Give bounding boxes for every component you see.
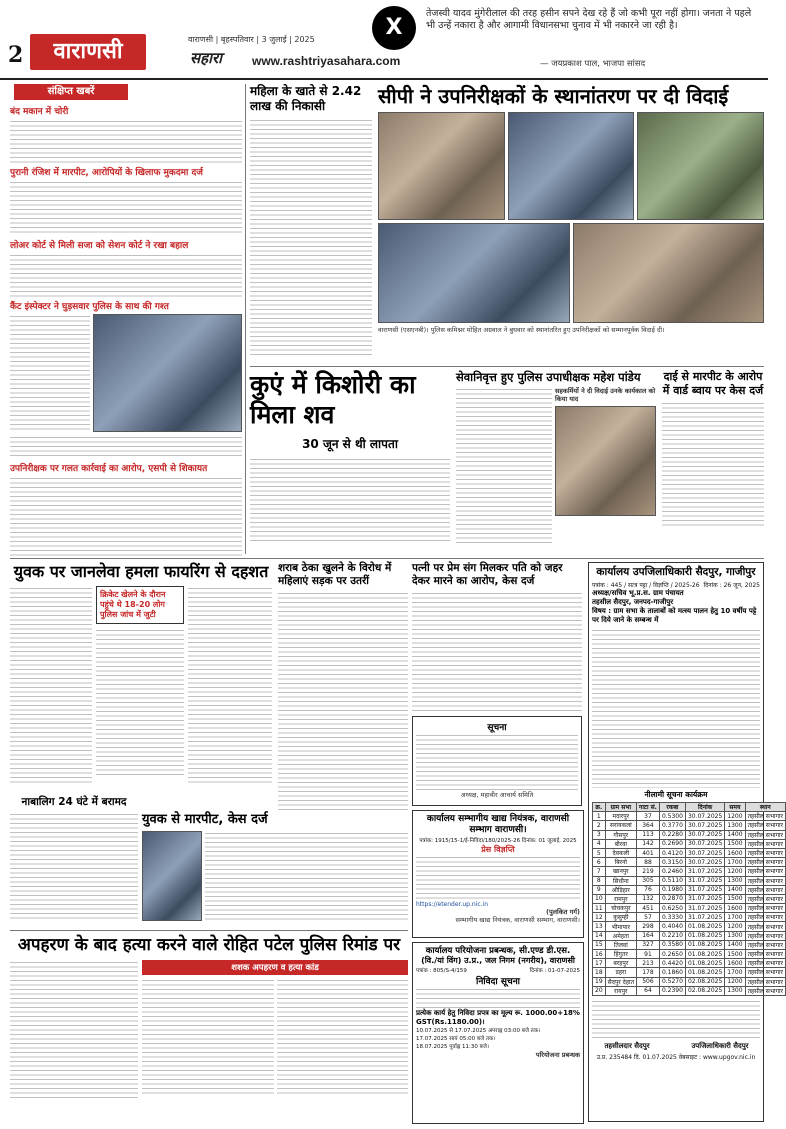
sdm-addressee: अध्यक्ष/सचिव भू.प्र.स. ग्राम पंचायत [592,589,684,597]
table-row [593,968,786,977]
sdm-footnote [592,999,760,1039]
sdm-body [592,628,760,788]
table-cell: तहसील सभागार [745,977,785,986]
table-cell: 1500 [725,950,745,959]
table-header-cell: दिनांक [685,803,724,812]
brief-heading: पुरानी रंजिश में मारपीट, आरोपियों के खिलाफ मुकदमा दर्ज [10,168,203,178]
tender-amount: प्रत्येक कार्य हेतु निविदा प्रपत्र का मूल्य रू. 1000.00+18% GST(Rs.1180.00)। [416,1009,580,1026]
table-cell: भीमापार [605,922,636,931]
table-cell: 31.07.2025 [685,876,724,885]
food-controller-designation: सम्भागीय खाद्य नियंत्रक, वाराणसी सम्भाग, वाराणसी। [455,916,580,924]
table-cell: 1300 [725,986,745,995]
table-cell: 8 [593,876,606,885]
tender-date-2: 17.07.2025 सायं 05:00 बजे तक। [416,1036,496,1042]
table-cell: 0.2870 [659,894,685,903]
table-cell: 1 [593,812,606,821]
maid-assault-story [662,370,764,556]
notice-sign: अध्यक्ष, महावीर आचार्य समिति [460,791,534,799]
well-body-story [250,370,450,552]
table-header-cell: गाटा सं. [637,803,660,812]
table-cell: 88 [637,858,660,867]
table-row [593,894,786,903]
table-cell: 01.08.2025 [685,968,724,977]
table-cell: 31.07.2025 [685,894,724,903]
youth-assault-body [205,831,408,921]
table-cell: 4 [593,839,606,848]
cp-photo-row [378,112,764,220]
table-cell: 1400 [725,830,745,839]
table-cell: 01.08.2025 [685,940,724,949]
table-cell: तिलवां [605,940,636,949]
table-cell: 1300 [725,931,745,940]
youth-assault-story [142,812,408,926]
brief-body [10,253,242,297]
table-row [593,812,786,821]
table-cell: 31.07.2025 [685,904,724,913]
table-cell: बिरनो [605,858,636,867]
table-row [593,986,786,995]
table-cell: 142 [637,839,660,848]
table-row [593,913,786,922]
well-body-headline: कुएं में किशोरी का मिला शव [250,370,416,429]
tender-body [416,987,580,1009]
jal-nigam-tender-ad [412,942,584,1124]
tender-date-3: 18.07.2025 पूर्वाह्न 11:30 बजे। [416,1044,489,1050]
firing-body [188,586,272,786]
maid-assault-body [662,401,764,529]
brief-body [10,180,242,236]
table-cell: 451 [637,904,660,913]
kidnap-murder-body [10,960,138,1100]
table-cell: 19 [593,977,606,986]
retirement-right [555,387,656,545]
kidnap-inner [142,978,408,1096]
table-cell: औड़िहार [605,885,636,894]
tender-sign: परियोजना प्रबन्धक [535,1051,580,1059]
food-controller-ad [412,810,584,938]
table-cell: 30.07.2025 [685,830,724,839]
brief-body [10,314,90,432]
table-cell: 506 [637,977,660,986]
table-cell: तहसील सभागार [745,922,785,931]
table-cell: 1200 [725,922,745,931]
table-cell: 16 [593,950,606,959]
table-cell: 1600 [725,848,745,857]
table-cell: 0.4040 [659,922,685,931]
dateline: वाराणसी | बृहस्पतिवार | 3 जुलाई | 2025 [188,35,315,44]
table-cell: खानपुर [605,867,636,876]
table-cell: 30.07.2025 [685,812,724,821]
table-cell: तहसील सभागार [745,839,785,848]
table-cell: 1300 [725,821,745,830]
table-cell: 0.6250 [659,904,685,913]
brief-heading: उपनिरीक्षक पर गलत कार्रवाई का आरोप, एसपी से शिकायत [10,464,208,474]
table-cell: 37 [637,812,660,821]
notice-heading: सूचना [487,723,507,733]
table-cell: 76 [637,885,660,894]
tehsildar-sign: तहसीलदार सैदपुर [604,1041,650,1050]
table-cell: कुसुम्ही [605,913,636,922]
table-cell: देवकली [605,848,636,857]
food-controller-headline: कार्यालय सम्भागीय खाद्य नियंत्रक, वाराणसी सम्भाग वाराणसी। [426,814,570,835]
table-cell: 30.07.2025 [685,821,724,830]
column-divider [245,84,246,554]
section-divider [10,558,764,559]
table-cell: 01.08.2025 [685,950,724,959]
briefs-tag: संक्षिप्त खबरें [14,84,128,100]
cp-photo-row [378,223,764,323]
table-cell: तहसील सभागार [745,950,785,959]
brief-body [10,119,242,163]
page-number: 2 [8,42,24,68]
farewell-photo [378,223,570,323]
table-row [593,839,786,848]
table-header-cell: ग्राम सभा [605,803,636,812]
maid-assault-headline: दाई से मारपीट के आरोप में वार्ड ब्वाय पर केस दर्ज [662,370,764,397]
table-cell: 10 [593,894,606,903]
table-row [593,830,786,839]
table-cell: 57 [637,913,660,922]
table-cell: मदारपुर [605,812,636,821]
table-cell: 0.2690 [659,839,685,848]
table-cell: 401 [637,848,660,857]
table-cell: 1600 [725,904,745,913]
table-cell: 20 [593,986,606,995]
kidnap-right [142,960,408,1100]
sdm-footer: उ.प्र. 235484 दि. 01.07.2025 वेबसाइट : www.upgov.nic.in [596,1053,756,1061]
table-cell: तहसील सभागार [745,986,785,995]
table-cell: तहसील सभागार [745,876,785,885]
table-cell: 0.5270 [659,977,685,986]
jal-nigam-headline-2: (वि./यां विंग) उ.प्र., जल निगम (नगरीय), वाराणसी [421,956,575,965]
brief-body [10,476,242,556]
sdm-dinank: दिनांक : 26 जून, 2025 [703,582,760,589]
jal-nigam-headline: कार्यालय परियोजना प्रबन्धक, सी.एण्ड डी.एस. [425,946,571,956]
farewell-photo [637,112,764,220]
table-cell: 0.5110 [659,876,685,885]
brief-body [10,435,242,459]
table-cell: सरायकलां [605,821,636,830]
table-header-cell: रकबा [659,803,685,812]
table-row [593,922,786,931]
table-cell: 1700 [725,968,745,977]
table-header-cell: स्थान [745,803,785,812]
mahila-headline: महिला के खाते से 2.42 लाख की निकासी [250,84,362,113]
briefs-column [10,102,242,552]
table-row [593,959,786,968]
table-cell: 18 [593,968,606,977]
table-cell: चोचकपुर [605,904,636,913]
table-row [593,904,786,913]
table-cell: 31.07.2025 [685,885,724,894]
table-cell: 31.07.2025 [685,867,724,876]
jal-nigam-patrank: पत्रांक : 805/S-4/159 [416,968,467,974]
table-cell: 0.2280 [659,830,685,839]
table-cell: 0.5300 [659,812,685,821]
firing-body [10,586,92,786]
table-cell: 30.07.2025 [685,839,724,848]
table-cell: तहसील सभागार [745,959,785,968]
table-cell: 164 [637,931,660,940]
retirement-layout [456,387,656,545]
table-cell: 30.07.2025 [685,858,724,867]
table-cell: 132 [637,894,660,903]
table-cell: तहसील सभागार [745,968,785,977]
table-cell: 7 [593,867,606,876]
table-cell: गौसपुर [605,830,636,839]
retirement-headline: सेवानिवृत्त हुए पुलिस उपाधीक्षक महेश पांडेय [456,370,641,384]
table-cell: रायपुर [605,986,636,995]
table-row [593,876,786,885]
table-cell: 01.08.2025 [685,922,724,931]
liquor-shop-headline: शराब ठेका खुलने के विरोध में महिलाएं सड़क पर उतरीं [278,562,392,587]
well-body-subhead: 30 जून से थी लापता [302,437,398,451]
notice-body [416,733,578,791]
table-cell: 31.07.2025 [685,913,724,922]
sdm-table-title: नीलामी सूचना कार्यक्रम [644,790,708,799]
table-cell: 3 [593,830,606,839]
table-cell: 1400 [725,940,745,949]
table-cell: 13 [593,922,606,931]
food-controller-sign: (पुलकित गर्ग) [545,908,580,916]
table-cell: बौरवा [605,839,636,848]
auction-schedule-table [592,802,786,996]
table-cell: 6 [593,858,606,867]
table-cell: तहसील सभागार [745,821,785,830]
table-cell: 12 [593,913,606,922]
table-cell: 0.2460 [659,867,685,876]
firing-headline: युवक पर जानलेवा हमला फायरिंग से दहशत [13,562,269,581]
table-row [593,931,786,940]
retirement-caption: सहकर्मियों ने दी विदाई उनके कार्यकाल को किया याद [555,387,656,403]
table-cell: तहसील सभागार [745,848,785,857]
table-cell: 0.2390 [659,986,685,995]
kidnap-label: शशक अपहरण व हत्या कांड [142,960,408,975]
table-cell: 11 [593,904,606,913]
table-cell: 0.1980 [659,885,685,894]
table-cell: 64 [637,986,660,995]
retirement-story [456,370,656,556]
table-cell: 01.08.2025 [685,931,724,940]
brief-heading: बंद मकान में चोरी [10,107,69,117]
sdm-ref-row [592,581,760,589]
table-header-cell: समय [725,803,745,812]
liquor-shop-body [278,591,408,813]
liquor-shop-story [278,562,408,812]
table-cell: तहसील सभागार [745,858,785,867]
food-controller-patrank: पत्रांक: 1915/15-1/ई-निविदा/180/2025-26 दिनांक: 01 जुलाई, 2025 [419,838,577,844]
website-link[interactable]: www.rashtriyasahara.com [252,54,401,68]
section-divider [250,366,764,367]
table-row [593,848,786,857]
brief-photo-row [10,314,242,432]
table-cell: 01.08.2025 [685,959,724,968]
firing-body [96,628,184,778]
table-cell: 17 [593,959,606,968]
table-cell: 15 [593,940,606,949]
table-cell: 2 [593,821,606,830]
table-cell: 178 [637,968,660,977]
table-cell: 0.3770 [659,821,685,830]
sdm-notice-headline: कार्यालय उपजिलाधिकारी सैदपुर, गाजीपुर [596,566,756,578]
tender-date-1: 10.07.2025 से 17.07.2025 अपराह्न 03:00 बजे तक। [416,1028,541,1034]
table-cell: तहसील सभागार [745,867,785,876]
youth-assault-headline: युवक से मारपीट, केस दर्ज [142,812,268,827]
kidnap-murder-layout [10,960,408,1100]
table-header-row [593,803,786,812]
table-cell: बरहपुर [605,959,636,968]
table-cell: सैदपुर देहात [605,977,636,986]
minor-recovered-body [10,812,138,922]
table-cell: 1200 [725,812,745,821]
firing-layout [10,586,272,786]
kidnap-murder-body [142,978,274,1096]
cp-farewell-story [378,84,764,362]
table-cell: तहसील सभागार [745,812,785,821]
table-cell: तहसील सभागार [745,913,785,922]
table-cell: 1300 [725,876,745,885]
quote-author: — जयप्रकाश पाल, भाजपा सांसद [540,59,646,69]
minor-recovered-headline: नाबालिग 24 घंटे में बरामद [21,796,127,808]
table-row [593,867,786,876]
farewell-photo [573,223,765,323]
kidnap-murder-body [277,978,409,1096]
sdm-subject: विषय : ग्राम सभा के तालाबों को मत्स्य पालन हेतु 10 वर्षीय पट्टे पर दिये जाने के सम्बन्ध में [592,607,757,624]
table-cell: रामपुर [605,894,636,903]
table-cell: 0.4420 [659,959,685,968]
brief-heading: लोअर कोर्ट से मिली सजा को सेशन कोर्ट ने रखा बहाल [10,241,189,251]
x-logo-icon: X [372,6,416,50]
horse-patrol-photo [93,314,242,432]
table-cell: 305 [637,876,660,885]
table-cell: डहरा [605,968,636,977]
table-cell: 0.2650 [659,950,685,959]
jal-nigam-dinank: दिनांक : 01-07-2025 [529,968,580,974]
table-cell: तहसील सभागार [745,904,785,913]
youth-assault-photo [142,831,202,921]
table-cell: 14 [593,931,606,940]
table-cell: 327 [637,940,660,949]
table-cell: 0.2210 [659,931,685,940]
minor-recovered-story [10,796,138,926]
table-cell: हिंगुतर [605,950,636,959]
retirement-body [456,387,552,545]
retirement-photo [555,406,656,516]
table-cell: 02.08.2025 [685,977,724,986]
notice-box [412,716,582,806]
table-cell: 0.4120 [659,848,685,857]
masthead [0,0,768,78]
firing-story [10,562,272,792]
table-cell: 1200 [725,977,745,986]
well-body-text [250,457,450,543]
mahila-body [250,118,372,358]
table-cell: तहसील सभागार [745,894,785,903]
table-cell: 1500 [725,894,745,903]
wife-poison-story [412,562,582,712]
sdm-signatures [592,1042,760,1051]
firing-inset: क्रिकेट खेलने के दौरान पहुंचे थे 18-20 लोग पुलिस जांच में जुटी [96,586,184,624]
table-cell: अमेहता [605,931,636,940]
masthead-rule [0,78,768,80]
brief-heading: कैंट इंस्पेक्टर ने घुड़सवार पुलिस के साथ की गश्त [10,302,169,312]
sdm-sign: उपजिलाधिकारी सैदपुर [691,1041,749,1050]
farewell-photo [378,112,505,220]
sdm-notice-ad [588,562,783,1122]
table-cell: सिधौना [605,876,636,885]
table-cell: 219 [637,867,660,876]
table-cell: 364 [637,821,660,830]
table-cell: 9 [593,885,606,894]
sdm-tehsil: तहसील सैदपुर, जनपद-गाजीपुर [592,598,674,606]
table-header-cell: क्र. [593,803,606,812]
city-nameplate: वाराणसी [30,34,146,70]
table-cell: 1700 [725,858,745,867]
table-cell: 30.07.2025 [685,848,724,857]
quote-text: तेजस्वी यादव मुंगेरीलाल की तरह हसीन सपने देख रहे हैं जो कभी पूरा नहीं होगा। जनता ने पहले भी उन्हें नकारा है और आगामी विधानसभा चुनाव में भी नकारने जा रही है। [426,8,752,31]
table-row [593,821,786,830]
table-cell: 113 [637,830,660,839]
table-cell: 298 [637,922,660,931]
cp-farewell-headline: सीपी ने उपनिरीक्षकों के स्थानांतरण पर दी विदाई [378,84,729,108]
table-row [593,885,786,894]
table-cell: 5 [593,848,606,857]
table-cell: तहसील सभागार [745,830,785,839]
jal-nigam-ref-row [416,966,580,974]
mahila-story [250,84,372,362]
wife-poison-body [412,591,582,711]
section-divider [10,930,408,931]
wife-poison-headline: पत्नी पर प्रेम संग मिलकर पति को जहर देकर मारने का आरोप, केस दर्ज [412,562,563,587]
table-cell: 1200 [725,867,745,876]
cp-farewell-caption: वाराणसी (एसएनबी)। पुलिस कमिश्नर मोहित अग्रवाल ने बुधवार को स्थानांतरित हुए उपनिरीक्षकों को सम्मानपूर्वक विदाई दी। [378,326,665,334]
table-cell: तहसील सभागार [745,885,785,894]
food-controller-body [416,855,580,901]
youth-assault-layout [142,831,408,921]
table-row [593,950,786,959]
table-cell: 0.3330 [659,913,685,922]
table-cell: तहसील सभागार [745,931,785,940]
table-cell: 91 [637,950,660,959]
table-cell: 02.08.2025 [685,986,724,995]
table-body [593,812,786,996]
table-row [593,858,786,867]
table-cell: 1700 [725,913,745,922]
etender-link[interactable]: https://etender.up.nic.in [416,901,489,908]
table-cell: 1600 [725,959,745,968]
farewell-photo [508,112,635,220]
table-cell: तहसील सभागार [745,940,785,949]
food-controller-sub: प्रेस विज्ञप्ति [481,845,515,854]
tender-notice-sub: निविदा सूचना [475,977,521,987]
table-cell: 213 [637,959,660,968]
table-cell: 0.1860 [659,968,685,977]
table-row [593,977,786,986]
firing-middle [96,586,184,786]
sdm-patrank: पत्रांक : 445 / सत्त्र पट्टा / विज्ञप्ति / 2025-26 [592,582,700,589]
kidnap-murder-story [10,934,408,1124]
table-cell: 1500 [725,839,745,848]
table-row [593,940,786,949]
kidnap-murder-headline: अपहरण के बाद हत्या करने वाले रोहित पटेल पुलिस रिमांड पर [17,935,401,955]
brand-logo: सहारा [190,49,223,67]
table-cell: 0.3580 [659,940,685,949]
table-cell: 1400 [725,885,745,894]
table-cell: 0.3150 [659,858,685,867]
